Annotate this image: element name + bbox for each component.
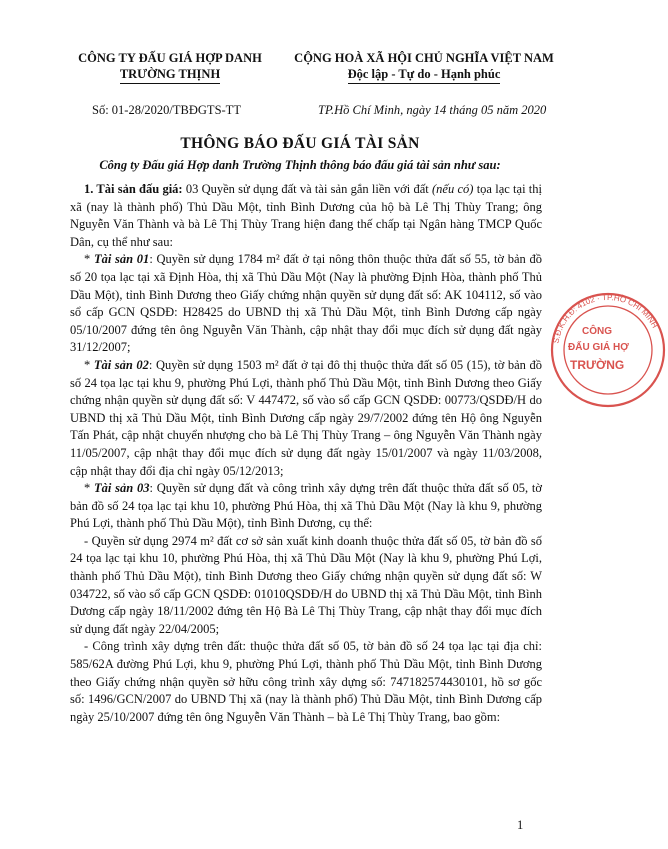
asset-2-label: Tài sản 02 (93, 357, 149, 372)
company-seal-stamp (548, 290, 668, 410)
asset-1-label: Tài sản 01 (93, 252, 150, 267)
asset-3-paragraph: * Tài sản 03: Quyền sử dụng đất và công trình xây dựng trên đất thuộc thửa đất số 05, tờ bản đồ số 24 tọa lạc tại khu 10, phường Phú Hòa, thị xã Thủ Dầu Một (Nay là khu 9, phường Phú Lợi, thành phố Thủ Dầu Một), tỉnh Bình Dương, cụ thể: (70, 481, 542, 531)
asset-3-label: Tài sản 03 (94, 481, 150, 496)
nation-motto: Độc lập - Tự do - Hạnh phúc (348, 66, 501, 84)
document-number: Số: 01-28/2020/TBĐGTS-TT (92, 103, 241, 117)
company-name-line2: TRƯỜNG THỊNH (120, 66, 220, 84)
stamp-line-3: TRƯỜNG (570, 358, 625, 372)
document-title: THÔNG BÁO ĐẤU GIÁ TÀI SẢN (180, 135, 420, 152)
stamp-line-2: ĐẤU GIÁ HỢ (568, 342, 629, 353)
national-header (288, 50, 560, 84)
page-number: 1 (517, 818, 524, 832)
section-1-text-b: tọa lạc tại thị xã (nay là thành phố) Thủ Dầu Một, tỉnh Bình Dương của hộ bà Lê Thị Thùy Trang; ông Nguyễn Văn Thành và bà Lê Thị Thùy Trang hiện đang thế chấp tại Ngân hàng TMCP Quốc Dân, cụ thể như sau: (70, 182, 543, 249)
stamp-ring-text: S.Đ.K.H.Đ: 4102 · TP.HỒ CHÍ MINH (551, 292, 660, 345)
stamp-line-1: CÔNG (582, 326, 612, 337)
place-date: TP.Hồ Chí Minh, ngày 14 tháng 05 năm 2020 (318, 103, 547, 117)
section-1-note: (nếu có) (432, 182, 474, 196)
asset-3-building-item: - Công trình xây dựng trên đất: thuộc thửa đất số 05, tờ bản đồ số 24 tọa lạc tại địa chỉ: 585/62A đường Phú Lợi, khu 9, phường Phú Lợi, thành phố Thủ Dầu Một, tỉnh Bình Dương theo Giấy chứng nhận quyền sở hữu công trình xây dựng số: 747182574430101, hồ sơ gốc số: 1496/GCN/2007 do UBND Thị xã (nay là thành phố) Thủ Dầu Một, tỉnh Bình Dương cấp ngày 25/10/2007 đứng tên ông Nguyễn Văn Thành – bà Lê Thị Thùy Trang, bao gồm: (70, 639, 542, 724)
section-1-text-a: 03 Quyền sử dụng đất và tài sản gắn liền với đất (182, 182, 433, 196)
company-name-line1: CÔNG TY ĐẤU GIÁ HỢP DANH (78, 51, 262, 65)
asset-3-land-item: - Quyền sử dụng 2974 m² đất cơ sở sản xuất kinh doanh thuộc thửa đất số 05, tờ bản đồ số 24 tọa lạc tại khu 10, phường Phú Hòa, thị xã Thủ Dầu Một (Nay là khu 9, phường Phú Lợi, thành phố Thủ Dầu Một), tỉnh Bình Dương theo Giấy chứng nhận quyền sử dụng đất số: W 034722, số vào sổ cấp GCN QSDĐ: 01010QSDĐ/H do UBND thị xã Thủ Dầu Một, tỉnh Bình Dương cấp ngày 18/11/2002 đứng tên Hộ Bà Lê Thị Thùy Trang, cập nhật thay đổi mục đích sử dụng đất ngày 22/04/2005; (70, 533, 542, 636)
asset-1-text: : Quyền sử dụng 1784 m² đất ở tại nông thôn thuộc thửa đất số 55, tờ bản đồ số 20 tọa lạc tại xã Định Hòa, thị xã Thủ Dầu Một (Nay là phường Định Hòa, thành phố Thủ Dầu Một), tỉnh Bình Dương theo Giấy chứng nhận quyền sử dụng đất số: AK 104112, số vào sổ cấp GCN QSDĐ: H28425 do UBND thị xã Thủ Dầu Một, tỉnh Bình Dương cấp ngày 05/10/2007 đứng tên ông Nguyễn Văn Thành, cập nhật thay đổi mục đích sử dụng đất ngày 31/12/2007; (70, 252, 543, 355)
asset-3-text: : Quyền sử dụng đất và công trình xây dựng trên đất thuộc thửa đất số 05, tờ bản đồ số 24 tọa lạc tại khu 10, phường Phú Hòa, thị xã Thủ Dầu Một (Nay là khu 9, phường Phú Lợi, thành phố Thủ Dầu Một), tỉnh Bình Dương, cụ thể: (70, 481, 542, 531)
document-subtitle: Công ty Đấu giá Hợp danh Trường Thịnh thông báo đấu giá tài sản như sau: (99, 158, 501, 172)
nation-title: CỘNG HOÀ XÃ HỘI CHỦ NGHĨA VIỆT NAM (294, 51, 554, 65)
asset-2-paragraph: * Tài sản 02: Quyền sử dụng 1503 m² đất ở tại đô thị thuộc thửa đất số 05 (15), tờ bản đồ số 24 tọa lạc tại khu 9, phường Phú Lợi, thành phố Thủ Dầu Một, tỉnh Bình Dương theo Giấy chứng nhận quyền sử dụng đất số: V 447472, số vào sổ cấp GCN QSDĐ: 00773/QSDĐ/H do UBND thị xã Thủ Dầu Một, tỉnh Bình Dương cấp ngày 29/7/2002 đứng tên Hộ ông Nguyễn Tấn Phát, cập nhật chuyển nhượng cho bà Lê Thị Thùy Trang – ông Nguyễn Văn Thành ngày 11/05/2007, cập nhật thay đổi mục đích sử dụng đất ngày 15/01/2007 và ngày 11/03/2008, cập nhật thay đổi địa chỉ ngày 05/12/2013; (70, 357, 543, 478)
document-body (70, 181, 542, 726)
asset-1-paragraph: * Tài sản 01: Quyền sử dụng 1784 m² đất ở tại nông thôn thuộc thửa đất số 55, tờ bản đồ số 20 tọa lạc tại xã Định Hòa, thị xã Thủ Dầu Một (Nay là phường Định Hòa, thành phố Thủ Dầu Một), tỉnh Bình Dương theo Giấy chứng nhận quyền sử dụng đất số: AK 104112, số vào sổ cấp GCN QSDĐ: H28425 do UBND thị xã Thủ Dầu Một, tỉnh Bình Dương cấp ngày 05/10/2007 đứng tên ông Nguyễn Văn Thành, cập nhật thay đổi mục đích sử dụng đất ngày 31/12/2007; (70, 252, 543, 355)
section-1-paragraph (70, 181, 542, 251)
company-header (70, 50, 270, 84)
section-1-label: 1. Tài sản đấu giá: (84, 182, 183, 196)
asset-2-text: : Quyền sử dụng 1503 m² đất ở tại đô thị thuộc thửa đất số 05 (15), tờ bản đồ số 24 tọa lạc tại khu 9, phường Phú Lợi, thành phố Thủ Dầu Một, tỉnh Bình Dương theo Giấy chứng nhận quyền sử dụng đất số: V 447472, số vào sổ cấp GCN QSDĐ: 00773/QSDĐ/H do UBND thị xã Thủ Dầu Một, tỉnh Bình Dương cấp ngày 29/7/2002 đứng tên Hộ ông Nguyễn Tấn Phát, cập nhật chuyển nhượng cho bà Lê Thị Thùy Trang – ông Nguyễn Văn Thành ngày 11/05/2007, cập nhật thay đổi mục đích sử dụng đất ngày 15/01/2007 và ngày 11/03/2008, cập nhật thay đổi địa chỉ ngày 05/12/2013; (70, 357, 543, 478)
